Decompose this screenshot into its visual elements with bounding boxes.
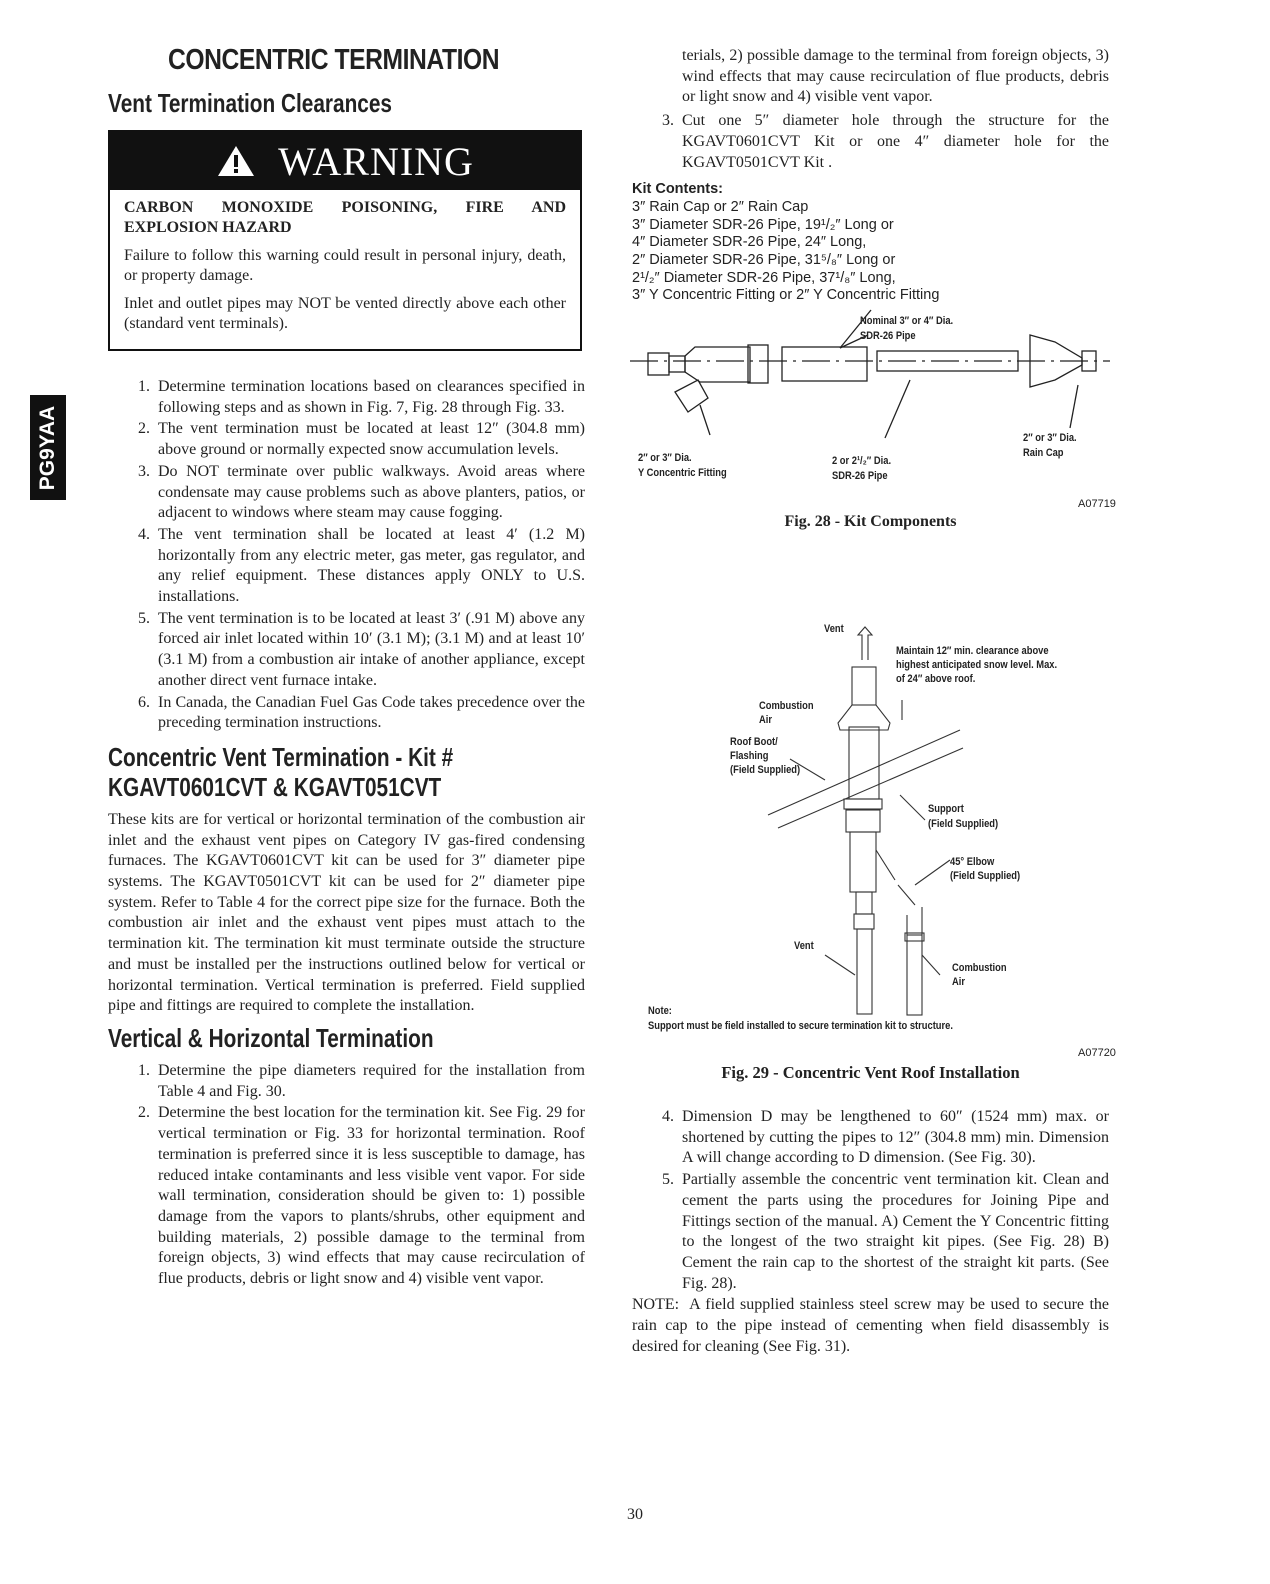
kit-item: 3″ Y Concentric Fitting or 2″ Y Concentric Fitting xyxy=(632,287,940,304)
note-label: NOTE: xyxy=(632,1296,680,1314)
warning-text-2: Inlet and outlet pipes may NOT be vented directly above each other (standard vent terminals). xyxy=(124,295,566,332)
kit-heading: Concentric Vent Termination - Kit # xyxy=(108,741,454,772)
figure-roof-installation: Vent Maintain 12″ min. clearance above highest anticipated snow level. Max. of 24″ above roof. Combustion Air Roof Boot/ Flashing (Field Supplied) Support (Field Supplied) 45° Elbow (Field Supplied) Vent Combustion Air Note: Support must be field installed to secure termination kit to structure. A07720 xyxy=(630,615,1110,1065)
right-column xyxy=(632,46,1109,305)
kit-item: 2¹/₂″ Diameter SDR-26 Pipe, 37¹/₈″ Long, xyxy=(632,269,896,286)
section-heading-clearances: Vent Termination Clearances xyxy=(108,88,392,118)
figure-caption: Fig. 29 - Concentric Vent Roof Installation xyxy=(721,1063,1020,1082)
figure-code: A07720 xyxy=(1078,1047,1116,1059)
clearance-steps xyxy=(108,377,585,734)
figure-kit-components: Nominal 3″ or 4″ Dia. SDR-26 Pipe 2″ or 3″ Dia. Y Concentric Fitting 2 or 2¹/₂″ Dia. SDR-26 Pipe 2″ or 3″ Dia. Rain Cap A07719 xyxy=(630,310,1110,540)
list-item: 1. Determine the pipe diameters required for the installation from Table 4 and Fig. 30. xyxy=(138,1061,585,1100)
warning-hazard: CARBON MONOXIDE POISONING, FIRE AND EXPLOSION HAZARD xyxy=(124,199,566,236)
page-number: 30 xyxy=(627,1506,643,1523)
warning-label: WARNING xyxy=(278,138,474,184)
figure-caption: Fig. 28 - Kit Components xyxy=(784,513,957,530)
kit-contents: Kit Contents: 3″ Rain Cap or 2″ Rain Cap 3″ Diameter SDR-26 Pipe, 19¹/₂″ Long or 4″ Diameter SDR-26 Pipe, 24″ Long, 2″ Diameter SDR-26 Pipe, 31⁵/₈″ Long or 2¹/₂″ Diameter SDR-26 Pipe, 37¹/₈″ Long, 3″ Y Concentric Fitting or 2″ Y Concentric Fitting xyxy=(632,181,1109,305)
kit-heading-2: KGAVT0601CVT & KGAVT051CVT xyxy=(108,771,442,802)
list-item: 3. Cut one 5″ diameter hole through the structure for the KGAVT0601CVT Kit or one 4″ diameter hole for the KGAVT0501CVT Kit . xyxy=(662,112,1109,171)
step-2-continued: terials, 2) possible damage to the terminal from foreign objects, 3) wind effects that may cause recirculation of flue products, debris or light snow and 4) visible vent vapor. xyxy=(682,47,1109,106)
right-column-bottom xyxy=(632,1107,1109,1357)
list-item: 4. Dimension D may be lengthened to 60″ (1524 mm) max. or shortened by cutting the pipes to 12″ (304.8 mm) min. Dimension A will change according to D dimension. (See Fig. 30). xyxy=(662,1108,1109,1167)
figure-code: A07719 xyxy=(1078,498,1116,510)
warning-triangle-icon xyxy=(216,144,256,178)
list-item: 2. The vent termination must be located at least 12″ (304.8 mm) above ground or normally expected snow accumulation levels. xyxy=(138,420,585,459)
list-item: 3. Do NOT terminate over public walkways. Avoid areas where condensate may cause problems such as above planters, patios, or adjacent to windows where steam may cause fogging. xyxy=(138,462,585,522)
vh-heading: Vertical & Horizontal Termination xyxy=(108,1022,434,1053)
kit-paragraph: These kits are for vertical or horizontal termination of the combustion air inlet and the exhaust vent pipes on Category IV gas-fired condensing furnaces. The KGAVT0601CVT kit can be used for 3″ diameter pipe systems. The KGAVT0501CVT kit can be used for 2″ diameter pipe system. Refer to Table 4 for the correct pipe size for the furnace. Both the combustion air inlet and the exhaust vent pipes must attach to the termination kit. The termination kit must terminate outside the structure and must be installed per the instructions outlined below for vertical or horizontal termination. Vertical termination is preferred. Field supplied pipe and fittings are required to complete the installation. xyxy=(108,810,585,1015)
side-tab: PG9YAA xyxy=(30,395,66,500)
list-item: 5. Partially assemble the concentric vent termination kit. Clean and cement the parts using the procedures for Joining Pipe and Fittings section of the manual. A) Cement the Y Concentric fitting to the longest of the two straight kit pipes. (See Fig. 28) B) Cement the rain cap to the shortest of the straight kit parts. (See Fig. 28). xyxy=(662,1171,1109,1292)
page-title: CONCENTRIC TERMINATION xyxy=(168,44,500,76)
list-item: 2. Determine the best location for the termination kit. See Fig. 29 for vertical termination or Fig. 33 for horizontal termination. Roof termination is preferred since it is less susceptible to damage, has reduced intake contaminants and less visible vent vapor. For side wall termination, consideration should be given to: 1) possible damage from the vapors to plants/shrubs, other equipment and building materials, 2) possible damage to the terminal from foreign objects, 3) wind effects that may cause recirculation of flue products, debris or light snow and 4) visible vent vapor. xyxy=(138,1104,585,1288)
list-item: 6. In Canada, the Canadian Fuel Gas Code takes precedence over the preceding termination instructions. xyxy=(138,693,585,732)
list-item: 5. The vent termination is to be located at least 3′ (.91 M) above any forced air inlet located within 10′ (3.1 M); (3.1 M) and at least 10′ (3.1 M) from a combustion air intake of another appliance, except another direct vent furnace intake. xyxy=(138,609,585,689)
kit-item: 3″ Diameter SDR-26 Pipe, 19¹/₂″ Long or xyxy=(632,216,894,233)
list-item: 4. The vent termination shall be located at least 4′ (1.2 M) horizontally from any electric meter, gas meter, gas regulator, and any relief equipment. These distances apply ONLY to U.S. installations. xyxy=(138,525,585,606)
warning-box xyxy=(108,130,582,351)
kit-item: 3″ Rain Cap or 2″ Rain Cap xyxy=(632,198,809,215)
kit-item: 4″ Diameter SDR-26 Pipe, 24″ Long, xyxy=(632,234,867,251)
kit-item: 2″ Diameter SDR-26 Pipe, 31⁵/₈″ Long or xyxy=(632,252,896,269)
warning-text-1: Failure to follow this warning could result in personal injury, death, or property damage. xyxy=(124,247,566,284)
left-column xyxy=(108,377,585,1288)
roof-installation-drawing xyxy=(630,615,1110,1035)
list-item: 1. Determine termination locations based on clearances specified in following steps and as shown in Fig. 7, Fig. 28 through Fig. 33. xyxy=(138,378,585,416)
note-paragraph: NOTE: A field supplied stainless steel screw may be used to secure the rain cap to the pipe instead of cementing when field disassembly is desired for cleaning (See Fig. 31). xyxy=(632,1296,1110,1355)
vh-steps xyxy=(108,1061,585,1288)
